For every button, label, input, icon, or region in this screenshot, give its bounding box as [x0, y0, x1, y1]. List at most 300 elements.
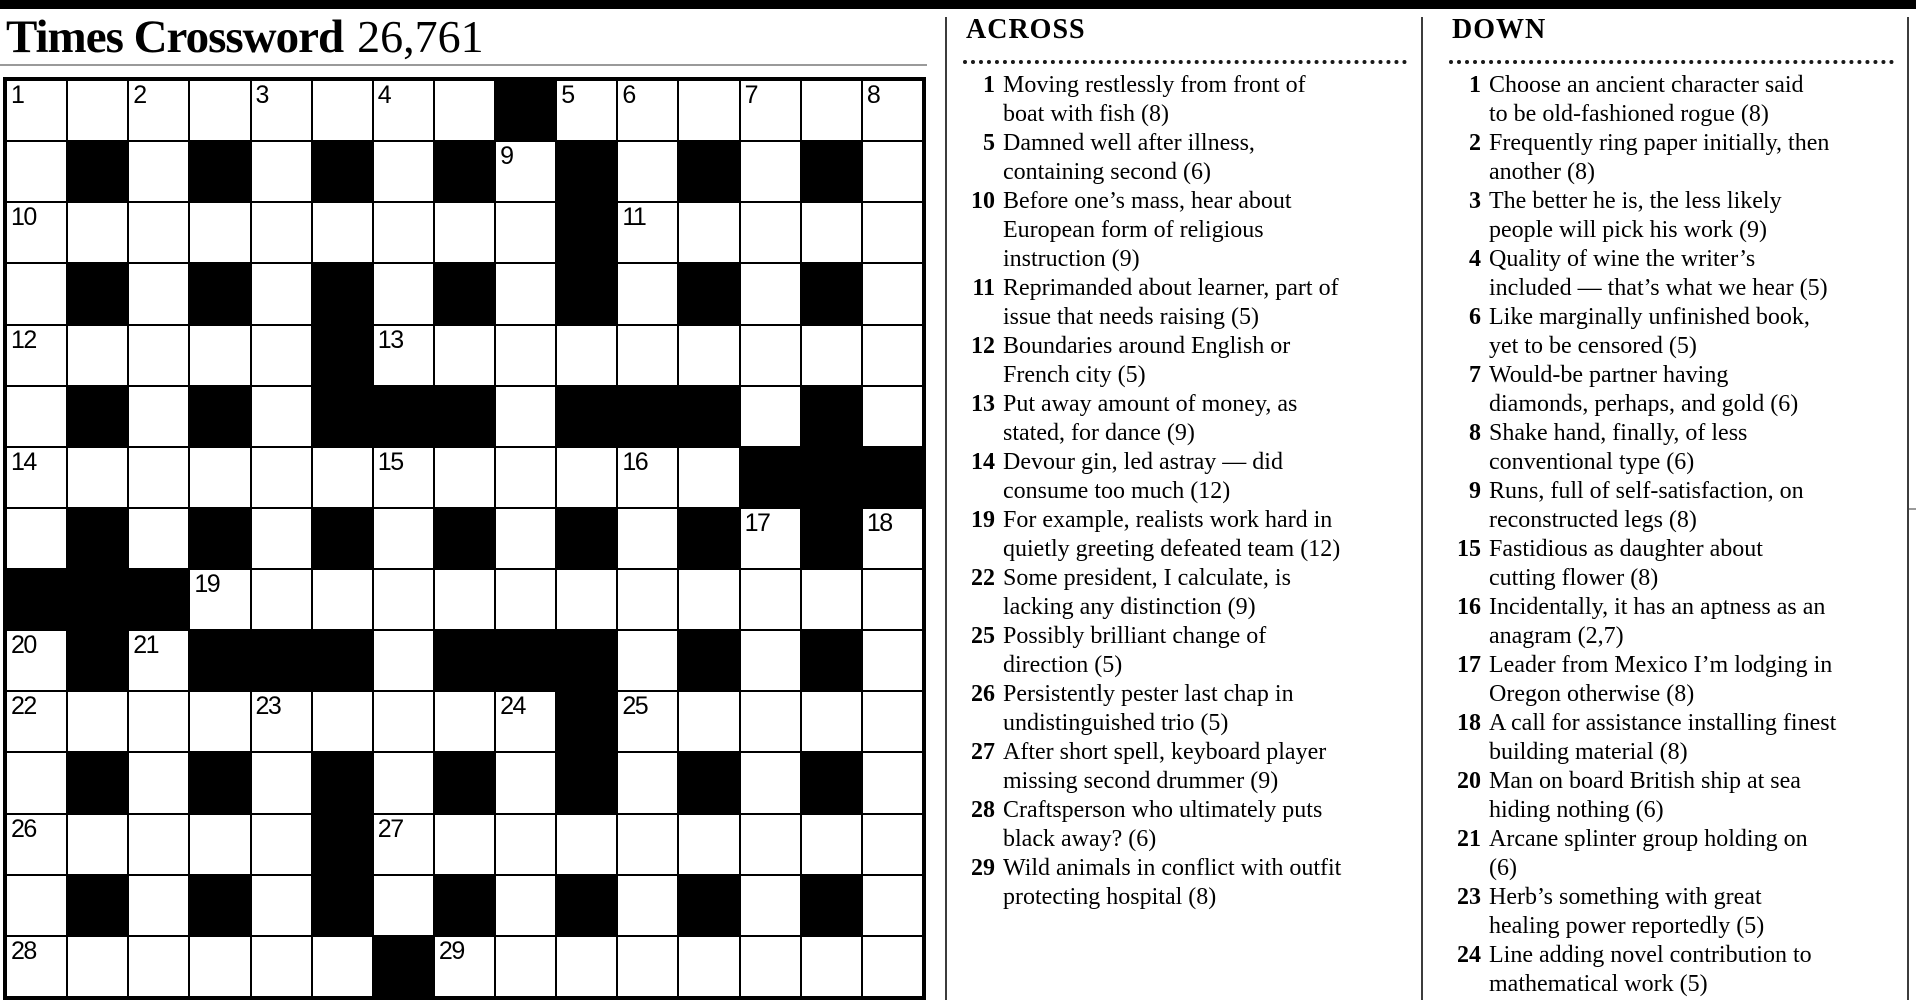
grid-cell[interactable] [618, 264, 677, 323]
grid-cell-black [435, 753, 494, 812]
grid-cell[interactable] [679, 692, 738, 751]
clue-number: 17 [1457, 652, 1481, 678]
grid-cell[interactable] [435, 448, 494, 507]
clue-text: Craftsperson who ultimately puts black away? (6) [1003, 797, 1323, 852]
clue [956, 448, 1412, 506]
grid-cell[interactable] [68, 815, 127, 874]
grid-cell[interactable] [313, 937, 372, 996]
grid-cell[interactable] [190, 815, 249, 874]
grid-cell[interactable] [496, 264, 555, 323]
cell-number: 16 [622, 447, 648, 476]
cell-number: 5 [561, 81, 574, 109]
clue [956, 129, 1412, 187]
grid-cell[interactable] [129, 509, 188, 568]
grid-cell[interactable] [129, 264, 188, 323]
grid-cell-black [313, 387, 372, 446]
clue-text: Possibly brilliant change of direction (5) [1003, 623, 1267, 678]
clue-text: Runs, full of self-satisfaction, on reconstructed legs (8) [1489, 478, 1804, 533]
grid-cell[interactable] [618, 753, 677, 812]
grid-cell-black [496, 81, 555, 140]
grid-cell[interactable] [68, 203, 127, 262]
clue [956, 390, 1412, 448]
grid-cell[interactable] [802, 326, 861, 385]
clue [956, 506, 1412, 564]
cell-number: 2 [133, 81, 146, 109]
grid-cell-black [68, 876, 127, 935]
grid-cell-black [679, 509, 738, 568]
clue-text: Would-be partner having diamonds, perhaps, and gold (6) [1489, 362, 1799, 417]
grid-cell[interactable] [129, 815, 188, 874]
grid-cell[interactable] [374, 326, 433, 385]
clue [956, 274, 1412, 332]
grid-cell[interactable] [374, 142, 433, 201]
cell-number: 26 [11, 814, 36, 843]
grid-cell[interactable] [374, 203, 433, 262]
grid-cell-black [374, 387, 433, 446]
grid-cell[interactable] [741, 570, 800, 629]
clue [1442, 303, 1912, 361]
grid-cell[interactable] [252, 264, 311, 323]
grid-cell[interactable] [557, 570, 616, 629]
clue-number: 28 [971, 797, 995, 823]
grid-cell[interactable] [435, 326, 494, 385]
grid-cell[interactable] [496, 876, 555, 935]
clue [1442, 187, 1912, 245]
grid-cell[interactable] [679, 203, 738, 262]
grid-cell[interactable] [7, 631, 66, 690]
clue-number: 23 [1457, 884, 1481, 910]
grid-cell-black [741, 448, 800, 507]
grid-cell-black [313, 326, 372, 385]
clue-text: Shake hand, finally, of less conventional type (6) [1489, 420, 1748, 475]
clue-number: 3 [1469, 188, 1481, 214]
clue-number: 6 [1469, 304, 1481, 330]
grid-cell[interactable] [374, 815, 433, 874]
grid-cell[interactable] [741, 326, 800, 385]
cell-number: 14 [11, 447, 36, 476]
grid-cell[interactable] [129, 142, 188, 201]
clue-number: 8 [1469, 420, 1481, 446]
grid-cell[interactable] [863, 937, 922, 996]
grid-cell-black [557, 203, 616, 262]
grid-cell[interactable] [679, 815, 738, 874]
grid-cell[interactable] [496, 203, 555, 262]
grid-cell[interactable] [618, 81, 677, 140]
clue [1442, 767, 1912, 825]
grid-cell[interactable] [435, 570, 494, 629]
clue-number: 10 [971, 188, 995, 214]
grid-cell[interactable] [618, 815, 677, 874]
cell-number: 20 [11, 631, 36, 660]
grid-cell[interactable] [618, 937, 677, 996]
grid-cell[interactable] [741, 876, 800, 935]
grid-cell[interactable] [557, 937, 616, 996]
grid-cell[interactable] [313, 448, 372, 507]
grid-cell[interactable] [7, 509, 66, 568]
clue [956, 622, 1412, 680]
grid-cell[interactable] [252, 448, 311, 507]
grid-cell[interactable] [618, 142, 677, 201]
grid-cell-black [7, 570, 66, 629]
clue-number: 5 [983, 130, 995, 156]
grid-cell-black [435, 631, 494, 690]
grid-cell[interactable] [741, 142, 800, 201]
clue-text: Leader from Mexico I’m lodging in Oregon otherwise (8) [1489, 652, 1833, 707]
grid-cell[interactable] [374, 264, 433, 323]
clue-text: Herb’s something with great healing power reportedly (5) [1489, 884, 1765, 939]
grid-cell-black [557, 753, 616, 812]
grid-cell[interactable] [435, 815, 494, 874]
across-header: ACROSS [966, 14, 1086, 45]
grid-cell[interactable] [496, 509, 555, 568]
grid-cell-black [190, 753, 249, 812]
cell-number: 8 [866, 81, 880, 109]
grid-cell-black [68, 631, 127, 690]
clue-text: Put away amount of money, as stated, for dance (9) [1003, 391, 1298, 446]
grid-cell-black [68, 753, 127, 812]
grid-cell[interactable] [190, 692, 249, 751]
clue-number: 26 [971, 681, 995, 707]
grid-cell-black [435, 387, 494, 446]
grid-cell[interactable] [863, 692, 922, 751]
grid-cell[interactable] [313, 692, 372, 751]
grid-cell[interactable] [741, 631, 800, 690]
grid-cell[interactable] [313, 81, 372, 140]
grid-cell-black [68, 142, 127, 201]
grid-cell[interactable] [7, 81, 66, 140]
grid-cell-black [802, 264, 861, 323]
cell-number: 6 [622, 81, 635, 109]
clue-number: 25 [971, 623, 995, 649]
grid-cell[interactable] [374, 692, 433, 751]
clue [1442, 825, 1912, 883]
grid-cell-black [802, 448, 861, 507]
grid-cell-black [313, 264, 372, 323]
down-header: DOWN [1452, 14, 1547, 45]
clue [1442, 129, 1912, 187]
clue-text: Frequently ring paper initially, then another (8) [1489, 130, 1830, 185]
grid-cell[interactable] [374, 753, 433, 812]
clue-number: 9 [1469, 478, 1481, 504]
clue-number: 1 [983, 72, 995, 98]
clue [956, 332, 1412, 390]
clue-text: Wild animals in conflict with outfit protecting hospital (8) [1003, 855, 1342, 910]
clue-number: 12 [971, 333, 995, 359]
grid-cell-black [679, 264, 738, 323]
grid-cell[interactable] [252, 876, 311, 935]
grid-cell-black [190, 509, 249, 568]
grid-cell[interactable] [7, 142, 66, 201]
grid-cell[interactable] [863, 631, 922, 690]
grid-cell-black [68, 570, 127, 629]
cell-number: 15 [377, 447, 403, 476]
grid-cell[interactable] [802, 815, 861, 874]
grid-cell[interactable] [68, 937, 127, 996]
grid-cell-black [802, 876, 861, 935]
cell-number: 10 [11, 203, 36, 232]
clue [1442, 419, 1912, 477]
grid-cell[interactable] [252, 326, 311, 385]
clue [1442, 593, 1912, 651]
grid-cell[interactable] [129, 937, 188, 996]
grid-cell[interactable] [129, 203, 188, 262]
clue-number: 4 [1469, 246, 1481, 272]
grid-cell[interactable] [557, 448, 616, 507]
cell-number: 23 [255, 692, 281, 721]
clue-number: 27 [971, 739, 995, 765]
grid-cell[interactable] [679, 81, 738, 140]
grid-cell[interactable] [129, 81, 188, 140]
grid-cell[interactable] [190, 448, 249, 507]
grid-cell-black [68, 509, 127, 568]
grid-cell[interactable] [741, 387, 800, 446]
grid-cell[interactable] [496, 142, 555, 201]
grid-cell[interactable] [863, 81, 922, 140]
grid-cell[interactable] [618, 876, 677, 935]
grid-cell[interactable] [68, 692, 127, 751]
grid-cell[interactable] [741, 937, 800, 996]
grid-cell[interactable] [374, 876, 433, 935]
grid-cell[interactable] [129, 448, 188, 507]
clue-text: After short spell, keyboard player missing second drummer (9) [1003, 739, 1327, 794]
clue-number: 15 [1457, 536, 1481, 562]
grid-cell[interactable] [7, 937, 66, 996]
clue [956, 71, 1412, 129]
grid-cell[interactable] [557, 81, 616, 140]
cell-number: 21 [133, 631, 159, 660]
grid-cell[interactable] [863, 815, 922, 874]
grid-cell[interactable] [7, 876, 66, 935]
grid-cell[interactable] [435, 692, 494, 751]
grid-cell[interactable] [618, 326, 677, 385]
grid-cell[interactable] [863, 326, 922, 385]
cell-number: 18 [866, 508, 892, 537]
clue-number: 24 [1457, 942, 1481, 968]
grid-cell[interactable] [802, 81, 861, 140]
grid-cell[interactable] [496, 815, 555, 874]
grid-cell[interactable] [557, 326, 616, 385]
grid-cell[interactable] [252, 81, 311, 140]
grid-cell[interactable] [741, 815, 800, 874]
grid-cell[interactable] [190, 81, 249, 140]
grid-cell[interactable] [129, 876, 188, 935]
grid-cell[interactable] [374, 448, 433, 507]
grid-cell[interactable] [496, 448, 555, 507]
clue-number: 29 [971, 855, 995, 881]
grid-cell[interactable] [741, 753, 800, 812]
puzzle-number: 26,761 [357, 11, 484, 62]
grid-cell[interactable] [190, 570, 249, 629]
grid-cell-black [313, 815, 372, 874]
grid-cell[interactable] [7, 692, 66, 751]
clue-text: For example, realists work hard in quietly greeting defeated team (12) [1003, 507, 1341, 562]
cell-number: 27 [377, 814, 403, 843]
grid-cell-black [802, 753, 861, 812]
clue [1442, 535, 1912, 593]
grid-cell[interactable] [496, 570, 555, 629]
grid-cell[interactable] [374, 81, 433, 140]
grid-cell[interactable] [435, 203, 494, 262]
grid-cell-black [679, 876, 738, 935]
clue-number: 1 [1469, 72, 1481, 98]
grid-cell[interactable] [68, 326, 127, 385]
grid-cell[interactable] [802, 937, 861, 996]
grid-cell[interactable] [190, 937, 249, 996]
grid-cell[interactable] [741, 264, 800, 323]
clue-text: A call for assistance installing finest building material (8) [1489, 710, 1837, 765]
grid-cell-black [313, 876, 372, 935]
clue [1442, 941, 1912, 999]
cell-number: 29 [438, 936, 464, 965]
grid-cell[interactable] [741, 692, 800, 751]
grid-cell[interactable] [129, 631, 188, 690]
grid-cell-black [435, 264, 494, 323]
grid-cell[interactable] [741, 81, 800, 140]
grid-cell[interactable] [618, 570, 677, 629]
cell-number: 7 [744, 81, 757, 109]
grid-cell[interactable] [252, 753, 311, 812]
clue [956, 738, 1412, 796]
clue-text: Man on board British ship at sea hiding nothing (6) [1489, 768, 1801, 823]
clue [1442, 361, 1912, 419]
clue-text: Moving restlessly from front of boat with fish (8) [1003, 72, 1306, 127]
grid-cell[interactable] [252, 387, 311, 446]
grid-cell[interactable] [496, 692, 555, 751]
grid-cell[interactable] [435, 81, 494, 140]
clue [1442, 71, 1912, 129]
grid-cell[interactable] [252, 937, 311, 996]
grid-cell[interactable] [618, 631, 677, 690]
grid-cell[interactable] [618, 509, 677, 568]
grid-cell[interactable] [7, 387, 66, 446]
grid-cell-black [863, 448, 922, 507]
grid-cell[interactable] [557, 815, 616, 874]
grid-cell[interactable] [374, 631, 433, 690]
grid-cell-black [679, 631, 738, 690]
grid-cell[interactable] [802, 570, 861, 629]
grid-cell[interactable] [313, 203, 372, 262]
grid-cell[interactable] [618, 692, 677, 751]
grid-cell[interactable] [7, 203, 66, 262]
grid-cell[interactable] [435, 937, 494, 996]
grid-cell[interactable] [7, 326, 66, 385]
clue-number: 19 [971, 507, 995, 533]
grid-cell[interactable] [496, 937, 555, 996]
grid-cell[interactable] [129, 692, 188, 751]
page-top-rule [0, 0, 1916, 9]
grid-cell[interactable] [7, 264, 66, 323]
grid-cell[interactable] [252, 815, 311, 874]
grid-cell[interactable] [679, 937, 738, 996]
grid-cell[interactable] [68, 81, 127, 140]
grid-cell[interactable] [863, 387, 922, 446]
cell-number: 9 [500, 142, 513, 171]
clue-number: 16 [1457, 594, 1481, 620]
cell-number: 4 [377, 81, 391, 109]
grid-cell[interactable] [68, 448, 127, 507]
grid-cell[interactable] [129, 326, 188, 385]
grid-cell-black [679, 753, 738, 812]
cell-number: 19 [194, 570, 220, 599]
grid-cell[interactable] [190, 326, 249, 385]
grid-cell[interactable] [7, 753, 66, 812]
grid-cell[interactable] [863, 876, 922, 935]
clue-text: Line adding novel contribution to mathematical work (5) [1489, 942, 1812, 997]
grid-cell[interactable] [863, 570, 922, 629]
grid-cell[interactable] [863, 203, 922, 262]
grid-cell[interactable] [496, 753, 555, 812]
clue [956, 854, 1412, 912]
grid-cell[interactable] [313, 570, 372, 629]
clue-text: Like marginally unfinished book, yet to be censored (5) [1489, 304, 1810, 359]
grid-cell[interactable] [374, 570, 433, 629]
grid-cell-black [313, 631, 372, 690]
down-clue-list [1442, 71, 1912, 999]
clue-text: Devour gin, led astray — did consume too much (12) [1003, 449, 1283, 504]
across-clue-list [956, 71, 1412, 912]
grid-cell[interactable] [863, 142, 922, 201]
grid-cell[interactable] [741, 509, 800, 568]
grid-cell-black [313, 142, 372, 201]
grid-cell-black [557, 692, 616, 751]
grid-cell[interactable] [679, 448, 738, 507]
grid-cell[interactable] [679, 326, 738, 385]
clue-text: Reprimanded about learner, part of issue that needs raising (5) [1003, 275, 1339, 330]
grid-cell[interactable] [374, 509, 433, 568]
clue-text: Damned well after illness, containing second (6) [1003, 130, 1255, 185]
grid-cell[interactable] [863, 264, 922, 323]
clue-number: 20 [1457, 768, 1481, 794]
grid-cell[interactable] [496, 387, 555, 446]
clue-number: 13 [971, 391, 995, 417]
clue-text: Choose an ancient character said to be old-fashioned rogue (8) [1489, 72, 1804, 127]
grid-cell[interactable] [802, 203, 861, 262]
grid-cell[interactable] [129, 753, 188, 812]
clue-number: 21 [1457, 826, 1481, 852]
grid-cell[interactable] [252, 692, 311, 751]
grid-cell[interactable] [863, 509, 922, 568]
grid-cell[interactable] [252, 509, 311, 568]
grid-cell[interactable] [7, 448, 66, 507]
grid-cell[interactable] [7, 815, 66, 874]
clue-number: 14 [971, 449, 995, 475]
page-title: Times Crossword [6, 11, 344, 63]
clue-text: Boundaries around English or French city (5) [1003, 333, 1291, 388]
grid-cell[interactable] [190, 203, 249, 262]
grid-cell[interactable] [863, 753, 922, 812]
grid-cell[interactable] [252, 570, 311, 629]
grid-cell-black [190, 876, 249, 935]
clue-number: 7 [1469, 362, 1481, 388]
grid-cell-black [496, 631, 555, 690]
divider-before-down [1421, 17, 1423, 1000]
grid-cell[interactable] [129, 387, 188, 446]
grid-cell[interactable] [802, 692, 861, 751]
grid-cell[interactable] [252, 203, 311, 262]
grid-cell-black [190, 387, 249, 446]
grid-cell[interactable] [741, 203, 800, 262]
grid-cell[interactable] [618, 448, 677, 507]
across-dotted-rule [963, 60, 1407, 64]
clue [1442, 883, 1912, 941]
cell-number: 1 [11, 81, 24, 109]
grid-cell-black [557, 631, 616, 690]
grid-cell[interactable] [618, 203, 677, 262]
grid-cell[interactable] [679, 570, 738, 629]
grid-cell[interactable] [252, 142, 311, 201]
grid-cell[interactable] [496, 326, 555, 385]
clue-text: Persistently pester last chap in undistinguished trio (5) [1003, 681, 1294, 736]
